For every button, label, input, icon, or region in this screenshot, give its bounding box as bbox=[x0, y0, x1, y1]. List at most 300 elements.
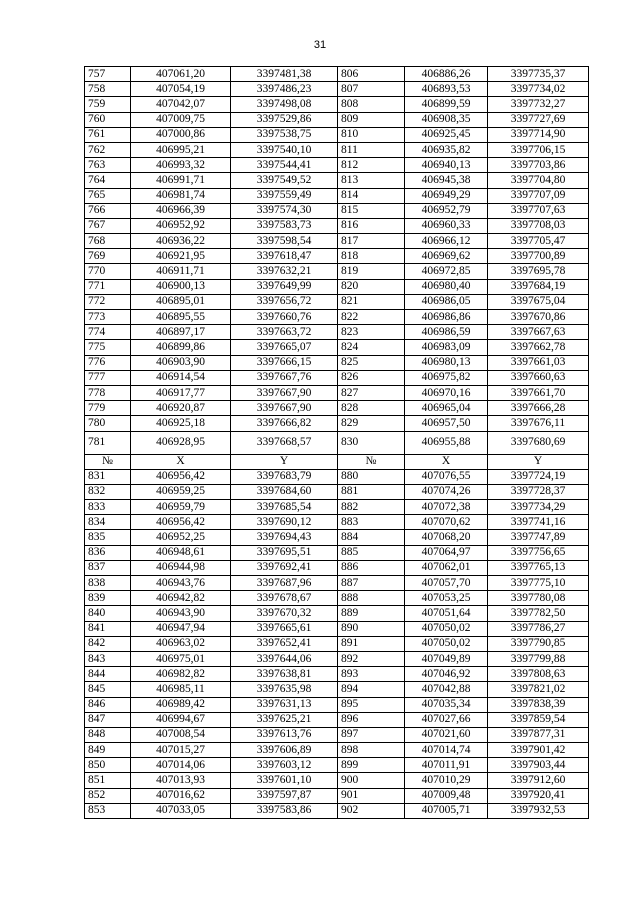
x-coordinate: 406969,62 bbox=[405, 249, 488, 264]
y-coordinate: 3397704,80 bbox=[488, 173, 589, 188]
y-coordinate: 3397734,02 bbox=[488, 82, 589, 97]
table-row bbox=[85, 340, 589, 355]
point-number: 818 bbox=[338, 249, 405, 264]
y-coordinate: 3397603,12 bbox=[231, 758, 338, 773]
point-number: 762 bbox=[85, 142, 131, 157]
point-number: 814 bbox=[338, 188, 405, 203]
x-coordinate: 406886,26 bbox=[405, 67, 488, 82]
x-coordinate: 407005,71 bbox=[405, 803, 488, 818]
x-coordinate: 407049,89 bbox=[405, 651, 488, 666]
point-number: 840 bbox=[85, 606, 131, 621]
coordinates-table-top bbox=[85, 67, 589, 455]
x-coordinate: 407000,86 bbox=[131, 127, 231, 142]
table-row bbox=[85, 325, 589, 340]
y-coordinate: 3397790,85 bbox=[488, 636, 589, 651]
x-coordinate: 406952,25 bbox=[131, 530, 231, 545]
x-coordinate: 406960,33 bbox=[405, 218, 488, 233]
table-row bbox=[85, 484, 589, 499]
table-row bbox=[85, 310, 589, 325]
table-row bbox=[85, 431, 589, 454]
y-coordinate: 3397732,27 bbox=[488, 97, 589, 112]
header-row bbox=[85, 454, 589, 469]
point-number: 769 bbox=[85, 249, 131, 264]
point-number: 824 bbox=[338, 340, 405, 355]
table-row bbox=[85, 545, 589, 560]
y-coordinate: 3397765,13 bbox=[488, 560, 589, 575]
y-coordinate: 3397652,41 bbox=[231, 636, 338, 651]
point-number: 847 bbox=[85, 712, 131, 727]
table-row bbox=[85, 758, 589, 773]
x-coordinate: 406982,82 bbox=[131, 667, 231, 682]
header-y: Y bbox=[488, 454, 589, 469]
point-number: 830 bbox=[338, 431, 405, 454]
y-coordinate: 3397529,86 bbox=[231, 112, 338, 127]
point-number: 757 bbox=[85, 67, 131, 82]
x-coordinate: 406942,82 bbox=[131, 591, 231, 606]
y-coordinate: 3397901,42 bbox=[488, 743, 589, 758]
x-coordinate: 407072,38 bbox=[405, 500, 488, 515]
y-coordinate: 3397583,86 bbox=[231, 803, 338, 818]
point-number: 884 bbox=[338, 530, 405, 545]
x-coordinate: 406945,38 bbox=[405, 173, 488, 188]
x-coordinate: 407042,88 bbox=[405, 682, 488, 697]
point-number: 880 bbox=[338, 469, 405, 484]
y-coordinate: 3397656,72 bbox=[231, 294, 338, 309]
point-number: 897 bbox=[338, 727, 405, 742]
y-coordinate: 3397707,63 bbox=[488, 203, 589, 218]
point-number: 843 bbox=[85, 651, 131, 666]
header-x: X bbox=[405, 454, 488, 469]
point-number: 886 bbox=[338, 560, 405, 575]
x-coordinate: 406965,04 bbox=[405, 401, 488, 416]
y-coordinate: 3397498,08 bbox=[231, 97, 338, 112]
x-coordinate: 406928,95 bbox=[131, 431, 231, 454]
x-coordinate: 406920,87 bbox=[131, 401, 231, 416]
point-number: 822 bbox=[338, 310, 405, 325]
x-coordinate: 407009,75 bbox=[131, 112, 231, 127]
y-coordinate: 3397662,78 bbox=[488, 340, 589, 355]
y-coordinate: 3397666,82 bbox=[231, 416, 338, 431]
table-row bbox=[85, 651, 589, 666]
x-coordinate: 407062,01 bbox=[405, 560, 488, 575]
header-y: Y bbox=[231, 454, 338, 469]
y-coordinate: 3397635,98 bbox=[231, 682, 338, 697]
point-number: 837 bbox=[85, 560, 131, 575]
point-number: 848 bbox=[85, 727, 131, 742]
x-coordinate: 407054,19 bbox=[131, 82, 231, 97]
point-number: 825 bbox=[338, 355, 405, 370]
x-coordinate: 407021,60 bbox=[405, 727, 488, 742]
point-number: 811 bbox=[338, 142, 405, 157]
point-number: 813 bbox=[338, 173, 405, 188]
y-coordinate: 3397780,08 bbox=[488, 591, 589, 606]
point-number: 817 bbox=[338, 234, 405, 249]
table-row bbox=[85, 560, 589, 575]
x-coordinate: 407042,07 bbox=[131, 97, 231, 112]
y-coordinate: 3397481,38 bbox=[231, 67, 338, 82]
point-number: 826 bbox=[338, 370, 405, 385]
point-number: 893 bbox=[338, 667, 405, 682]
y-coordinate: 3397540,10 bbox=[231, 142, 338, 157]
y-coordinate: 3397631,13 bbox=[231, 697, 338, 712]
y-coordinate: 3397666,15 bbox=[231, 355, 338, 370]
y-coordinate: 3397775,10 bbox=[488, 576, 589, 591]
y-coordinate: 3397684,19 bbox=[488, 279, 589, 294]
table-row bbox=[85, 97, 589, 112]
y-coordinate: 3397667,90 bbox=[231, 385, 338, 400]
y-coordinate: 3397544,41 bbox=[231, 158, 338, 173]
y-coordinate: 3397877,31 bbox=[488, 727, 589, 742]
y-coordinate: 3397705,47 bbox=[488, 234, 589, 249]
point-number: 812 bbox=[338, 158, 405, 173]
table-row bbox=[85, 173, 589, 188]
y-coordinate: 3397606,89 bbox=[231, 743, 338, 758]
x-coordinate: 406900,13 bbox=[131, 279, 231, 294]
x-coordinate: 406952,92 bbox=[131, 218, 231, 233]
x-coordinate: 406957,50 bbox=[405, 416, 488, 431]
point-number: 883 bbox=[338, 515, 405, 530]
point-number: 779 bbox=[85, 401, 131, 416]
point-number: 807 bbox=[338, 82, 405, 97]
y-coordinate: 3397920,41 bbox=[488, 788, 589, 803]
point-number: 832 bbox=[85, 484, 131, 499]
x-coordinate: 407011,91 bbox=[405, 758, 488, 773]
x-coordinate: 406895,01 bbox=[131, 294, 231, 309]
point-number: 778 bbox=[85, 385, 131, 400]
header-num: № bbox=[338, 454, 405, 469]
x-coordinate: 406989,42 bbox=[131, 697, 231, 712]
point-number: 853 bbox=[85, 803, 131, 818]
y-coordinate: 3397714,90 bbox=[488, 127, 589, 142]
y-coordinate: 3397808,63 bbox=[488, 667, 589, 682]
x-coordinate: 406959,25 bbox=[131, 484, 231, 499]
point-number: 834 bbox=[85, 515, 131, 530]
table-row bbox=[85, 249, 589, 264]
point-number: 765 bbox=[85, 188, 131, 203]
y-coordinate: 3397649,99 bbox=[231, 279, 338, 294]
point-number: 773 bbox=[85, 310, 131, 325]
table-row bbox=[85, 621, 589, 636]
y-coordinate: 3397690,12 bbox=[231, 515, 338, 530]
table-row bbox=[85, 667, 589, 682]
table-row bbox=[85, 636, 589, 651]
y-coordinate: 3397756,65 bbox=[488, 545, 589, 560]
point-number: 890 bbox=[338, 621, 405, 636]
table-row bbox=[85, 370, 589, 385]
y-coordinate: 3397559,49 bbox=[231, 188, 338, 203]
x-coordinate: 406917,77 bbox=[131, 385, 231, 400]
y-coordinate: 3397735,37 bbox=[488, 67, 589, 82]
y-coordinate: 3397486,23 bbox=[231, 82, 338, 97]
x-coordinate: 406949,29 bbox=[405, 188, 488, 203]
table-row bbox=[85, 127, 589, 142]
y-coordinate: 3397632,21 bbox=[231, 264, 338, 279]
x-coordinate: 406925,18 bbox=[131, 416, 231, 431]
y-coordinate: 3397708,03 bbox=[488, 218, 589, 233]
x-coordinate: 406903,90 bbox=[131, 355, 231, 370]
y-coordinate: 3397687,96 bbox=[231, 576, 338, 591]
point-number: 833 bbox=[85, 500, 131, 515]
x-coordinate: 407016,62 bbox=[131, 788, 231, 803]
x-coordinate: 406935,82 bbox=[405, 142, 488, 157]
point-number: 781 bbox=[85, 431, 131, 454]
y-coordinate: 3397685,54 bbox=[231, 500, 338, 515]
y-coordinate: 3397734,29 bbox=[488, 500, 589, 515]
y-coordinate: 3397692,41 bbox=[231, 560, 338, 575]
point-number: 759 bbox=[85, 97, 131, 112]
x-coordinate: 406936,22 bbox=[131, 234, 231, 249]
y-coordinate: 3397665,07 bbox=[231, 340, 338, 355]
table-row bbox=[85, 142, 589, 157]
point-number: 819 bbox=[338, 264, 405, 279]
point-number: 836 bbox=[85, 545, 131, 560]
point-number: 850 bbox=[85, 758, 131, 773]
y-coordinate: 3397728,37 bbox=[488, 484, 589, 499]
point-number: 885 bbox=[338, 545, 405, 560]
y-coordinate: 3397574,30 bbox=[231, 203, 338, 218]
x-coordinate: 406991,71 bbox=[131, 173, 231, 188]
y-coordinate: 3397859,54 bbox=[488, 712, 589, 727]
table-row bbox=[85, 591, 589, 606]
y-coordinate: 3397821,02 bbox=[488, 682, 589, 697]
x-coordinate: 406940,13 bbox=[405, 158, 488, 173]
x-coordinate: 406994,67 bbox=[131, 712, 231, 727]
y-coordinate: 3397727,69 bbox=[488, 112, 589, 127]
table-row bbox=[85, 385, 589, 400]
y-coordinate: 3397683,79 bbox=[231, 469, 338, 484]
point-number: 763 bbox=[85, 158, 131, 173]
x-coordinate: 407053,25 bbox=[405, 591, 488, 606]
point-number: 767 bbox=[85, 218, 131, 233]
x-coordinate: 406899,86 bbox=[131, 340, 231, 355]
y-coordinate: 3397583,73 bbox=[231, 218, 338, 233]
point-number: 902 bbox=[338, 803, 405, 818]
table-row bbox=[85, 530, 589, 545]
point-number: 816 bbox=[338, 218, 405, 233]
table-row bbox=[85, 727, 589, 742]
point-number: 809 bbox=[338, 112, 405, 127]
x-coordinate: 406985,11 bbox=[131, 682, 231, 697]
point-number: 844 bbox=[85, 667, 131, 682]
x-coordinate: 407027,66 bbox=[405, 712, 488, 727]
y-coordinate: 3397644,06 bbox=[231, 651, 338, 666]
point-number: 771 bbox=[85, 279, 131, 294]
x-coordinate: 406963,02 bbox=[131, 636, 231, 651]
y-coordinate: 3397700,89 bbox=[488, 249, 589, 264]
x-coordinate: 407014,06 bbox=[131, 758, 231, 773]
x-coordinate: 406955,88 bbox=[405, 431, 488, 454]
x-coordinate: 407033,05 bbox=[131, 803, 231, 818]
x-coordinate: 407046,92 bbox=[405, 667, 488, 682]
x-coordinate: 406980,40 bbox=[405, 279, 488, 294]
table-row bbox=[85, 773, 589, 788]
y-coordinate: 3397684,60 bbox=[231, 484, 338, 499]
y-coordinate: 3397670,32 bbox=[231, 606, 338, 621]
point-number: 852 bbox=[85, 788, 131, 803]
x-coordinate: 406970,16 bbox=[405, 385, 488, 400]
y-coordinate: 3397601,10 bbox=[231, 773, 338, 788]
x-coordinate: 407050,02 bbox=[405, 636, 488, 651]
y-coordinate: 3397597,87 bbox=[231, 788, 338, 803]
point-number: 766 bbox=[85, 203, 131, 218]
point-number: 808 bbox=[338, 97, 405, 112]
y-coordinate: 3397661,70 bbox=[488, 385, 589, 400]
y-coordinate: 3397703,86 bbox=[488, 158, 589, 173]
point-number: 846 bbox=[85, 697, 131, 712]
x-coordinate: 407009,48 bbox=[405, 788, 488, 803]
point-number: 851 bbox=[85, 773, 131, 788]
point-number: 810 bbox=[338, 127, 405, 142]
point-number: 761 bbox=[85, 127, 131, 142]
x-coordinate: 406943,76 bbox=[131, 576, 231, 591]
point-number: 899 bbox=[338, 758, 405, 773]
y-coordinate: 3397667,63 bbox=[488, 325, 589, 340]
x-coordinate: 407068,20 bbox=[405, 530, 488, 545]
table-row bbox=[85, 203, 589, 218]
point-number: 894 bbox=[338, 682, 405, 697]
point-number: 887 bbox=[338, 576, 405, 591]
x-coordinate: 407051,64 bbox=[405, 606, 488, 621]
point-number: 770 bbox=[85, 264, 131, 279]
table-row bbox=[85, 279, 589, 294]
point-number: 821 bbox=[338, 294, 405, 309]
table-row bbox=[85, 67, 589, 82]
point-number: 839 bbox=[85, 591, 131, 606]
y-coordinate: 3397676,11 bbox=[488, 416, 589, 431]
x-coordinate: 406921,95 bbox=[131, 249, 231, 264]
point-number: 828 bbox=[338, 401, 405, 416]
point-number: 845 bbox=[85, 682, 131, 697]
y-coordinate: 3397668,57 bbox=[231, 431, 338, 454]
point-number: 774 bbox=[85, 325, 131, 340]
y-coordinate: 3397694,43 bbox=[231, 530, 338, 545]
y-coordinate: 3397838,39 bbox=[488, 697, 589, 712]
y-coordinate: 3397678,67 bbox=[231, 591, 338, 606]
point-number: 891 bbox=[338, 636, 405, 651]
y-coordinate: 3397538,75 bbox=[231, 127, 338, 142]
x-coordinate: 407010,29 bbox=[405, 773, 488, 788]
y-coordinate: 3397549,52 bbox=[231, 173, 338, 188]
x-coordinate: 406947,94 bbox=[131, 621, 231, 636]
y-coordinate: 3397661,03 bbox=[488, 355, 589, 370]
y-coordinate: 3397724,19 bbox=[488, 469, 589, 484]
y-coordinate: 3397932,53 bbox=[488, 803, 589, 818]
y-coordinate: 3397903,44 bbox=[488, 758, 589, 773]
table-row bbox=[85, 576, 589, 591]
y-coordinate: 3397667,76 bbox=[231, 370, 338, 385]
table-row bbox=[85, 401, 589, 416]
x-coordinate: 406966,39 bbox=[131, 203, 231, 218]
x-coordinate: 407008,54 bbox=[131, 727, 231, 742]
table-row bbox=[85, 264, 589, 279]
y-coordinate: 3397670,86 bbox=[488, 310, 589, 325]
x-coordinate: 407035,34 bbox=[405, 697, 488, 712]
table-row bbox=[85, 712, 589, 727]
point-number: 898 bbox=[338, 743, 405, 758]
table-row bbox=[85, 158, 589, 173]
x-coordinate: 406956,42 bbox=[131, 469, 231, 484]
x-coordinate: 407061,20 bbox=[131, 67, 231, 82]
x-coordinate: 407050,02 bbox=[405, 621, 488, 636]
table-row bbox=[85, 82, 589, 97]
x-coordinate: 406983,09 bbox=[405, 340, 488, 355]
point-number: 901 bbox=[338, 788, 405, 803]
table-row bbox=[85, 803, 589, 818]
x-coordinate: 407015,27 bbox=[131, 743, 231, 758]
y-coordinate: 3397782,50 bbox=[488, 606, 589, 621]
point-number: 772 bbox=[85, 294, 131, 309]
table-row bbox=[85, 188, 589, 203]
table-row bbox=[85, 606, 589, 621]
x-coordinate: 407070,62 bbox=[405, 515, 488, 530]
header-num: № bbox=[85, 454, 131, 469]
point-number: 758 bbox=[85, 82, 131, 97]
y-coordinate: 3397667,90 bbox=[231, 401, 338, 416]
point-number: 892 bbox=[338, 651, 405, 666]
x-coordinate: 406948,61 bbox=[131, 545, 231, 560]
x-coordinate: 406943,90 bbox=[131, 606, 231, 621]
point-number: 806 bbox=[338, 67, 405, 82]
x-coordinate: 406980,13 bbox=[405, 355, 488, 370]
y-coordinate: 3397666,28 bbox=[488, 401, 589, 416]
point-number: 900 bbox=[338, 773, 405, 788]
table-row bbox=[85, 294, 589, 309]
x-coordinate: 406908,35 bbox=[405, 112, 488, 127]
point-number: 849 bbox=[85, 743, 131, 758]
y-coordinate: 3397638,81 bbox=[231, 667, 338, 682]
table-row bbox=[85, 469, 589, 484]
point-number: 780 bbox=[85, 416, 131, 431]
table-row bbox=[85, 682, 589, 697]
x-coordinate: 406981,74 bbox=[131, 188, 231, 203]
x-coordinate: 406986,59 bbox=[405, 325, 488, 340]
y-coordinate: 3397912,60 bbox=[488, 773, 589, 788]
y-coordinate: 3397786,27 bbox=[488, 621, 589, 636]
x-coordinate: 406959,79 bbox=[131, 500, 231, 515]
x-coordinate: 407074,26 bbox=[405, 484, 488, 499]
x-coordinate: 406956,42 bbox=[131, 515, 231, 530]
table-row bbox=[85, 515, 589, 530]
point-number: 889 bbox=[338, 606, 405, 621]
x-coordinate: 407013,93 bbox=[131, 773, 231, 788]
table-row bbox=[85, 788, 589, 803]
point-number: 882 bbox=[338, 500, 405, 515]
point-number: 827 bbox=[338, 385, 405, 400]
table-row bbox=[85, 500, 589, 515]
point-number: 888 bbox=[338, 591, 405, 606]
point-number: 835 bbox=[85, 530, 131, 545]
point-number: 760 bbox=[85, 112, 131, 127]
point-number: 829 bbox=[338, 416, 405, 431]
x-coordinate: 406993,32 bbox=[131, 158, 231, 173]
y-coordinate: 3397707,09 bbox=[488, 188, 589, 203]
x-coordinate: 406975,82 bbox=[405, 370, 488, 385]
table-row bbox=[85, 218, 589, 233]
x-coordinate: 406925,45 bbox=[405, 127, 488, 142]
y-coordinate: 3397625,21 bbox=[231, 712, 338, 727]
point-number: 841 bbox=[85, 621, 131, 636]
table-row bbox=[85, 416, 589, 431]
table-row bbox=[85, 697, 589, 712]
coordinates-table-bottom bbox=[85, 469, 589, 818]
y-coordinate: 3397598,54 bbox=[231, 234, 338, 249]
coordinates-table-header bbox=[85, 454, 589, 469]
x-coordinate: 406995,21 bbox=[131, 142, 231, 157]
x-coordinate: 407057,70 bbox=[405, 576, 488, 591]
y-coordinate: 3397663,72 bbox=[231, 325, 338, 340]
y-coordinate: 3397675,04 bbox=[488, 294, 589, 309]
x-coordinate: 406986,86 bbox=[405, 310, 488, 325]
